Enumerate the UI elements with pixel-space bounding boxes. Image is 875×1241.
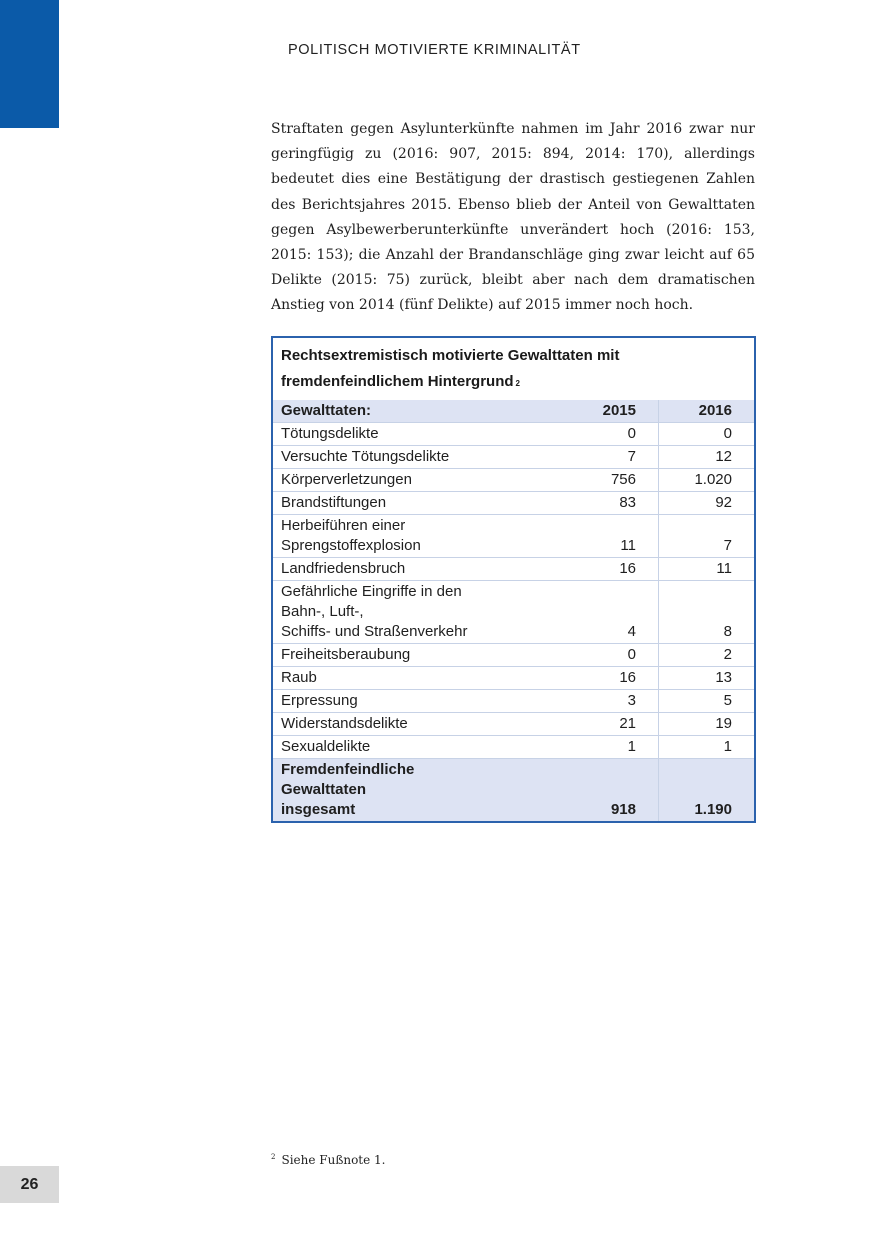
row-value-2015: 1 xyxy=(508,736,659,759)
page-number: 26 xyxy=(0,1166,59,1203)
table-row xyxy=(273,469,754,492)
running-header: POLITISCH MOTIVIERTE KRIMINALITÄT xyxy=(288,42,581,58)
statistics-table-box xyxy=(271,336,756,823)
total-value-2015: 918 xyxy=(508,759,659,822)
table-title xyxy=(273,338,754,400)
row-label-line-2: Schiffs- und Straßenverkehr xyxy=(281,623,468,640)
row-label: Herbeiführen einer Sprengstoffexplosion xyxy=(273,515,508,558)
row-value-2016: 2 xyxy=(659,644,755,667)
row-label-line-1: Gefährliche Eingriffe in den Bahn-, Luft-, xyxy=(281,583,462,620)
table-title-line-2-text: fremdenfeindlichem Hintergrund xyxy=(281,373,514,390)
row-value-2015: 7 xyxy=(508,446,659,469)
row-value-2016: 0 xyxy=(659,423,755,446)
section-color-tab xyxy=(0,0,59,128)
row-label xyxy=(273,581,508,644)
row-value-2015: 16 xyxy=(508,667,659,690)
footnote-text: Siehe Fußnote 1. xyxy=(281,1153,386,1167)
row-value-2016: 1 xyxy=(659,736,755,759)
header-year-2016: 2016 xyxy=(659,400,755,423)
table-title-line-1: Rechtsextremistisch motivierte Gewalttaten mit xyxy=(281,347,620,364)
table-header-row xyxy=(273,400,754,423)
row-value-2016: 7 xyxy=(659,515,755,558)
table-row xyxy=(273,581,754,644)
row-value-2016: 11 xyxy=(659,558,755,581)
row-value-2016: 8 xyxy=(659,581,755,644)
header-year-2015: 2015 xyxy=(508,400,659,423)
table-row xyxy=(273,667,754,690)
row-value-2015: 3 xyxy=(508,690,659,713)
row-label: Versuchte Tötungsdelikte xyxy=(273,446,508,469)
total-label xyxy=(273,759,508,822)
row-value-2016: 13 xyxy=(659,667,755,690)
row-label: Körperverletzungen xyxy=(273,469,508,492)
row-label: Landfriedensbruch xyxy=(273,558,508,581)
table-row xyxy=(273,644,754,667)
row-value-2015: 83 xyxy=(508,492,659,515)
row-value-2015: 21 xyxy=(508,713,659,736)
row-value-2016: 92 xyxy=(659,492,755,515)
row-value-2015: 11 xyxy=(508,515,659,558)
table-row xyxy=(273,690,754,713)
table-title-footnote-ref: 2 xyxy=(515,379,520,388)
table-row xyxy=(273,492,754,515)
row-value-2015: 756 xyxy=(508,469,659,492)
total-label-line-1: Fremdenfeindliche Gewalttaten xyxy=(281,761,415,798)
row-label: Tötungsdelikte xyxy=(273,423,508,446)
total-label-line-2: insgesamt xyxy=(281,801,356,818)
body-paragraph: Straftaten gegen Asylunterkünfte nahmen im Jahr 2016 zwar nur geringfügig zu (2016: 907, 2015: 894, 2014: 170), allerdings bedeutet dies eine Bestätigung der drastisch gestiegenen Zahlen des Berichtsjahres 2015. Ebenso blieb der Anteil von Gewalttaten gegen Asylbewerberunterkünfte unverändert hoch (2016: 153, 2015: 153); die Anzahl der Brandanschläge ging zwar leicht auf 65 Delikte (2015: 75) zurück, bleibt aber nach dem dramatischen Anstieg von 2014 (fünf Delikte) auf 2015 immer noch hoch. xyxy=(271,121,755,314)
row-value-2016: 19 xyxy=(659,713,755,736)
total-value-2016: 1.190 xyxy=(659,759,755,822)
violence-statistics-table xyxy=(273,400,754,821)
table-row xyxy=(273,423,754,446)
row-label: Erpressung xyxy=(273,690,508,713)
row-value-2015: 4 xyxy=(508,581,659,644)
row-label: Sexualdelikte xyxy=(273,736,508,759)
table-row xyxy=(273,515,754,558)
footnote-marker: 2 xyxy=(271,1153,276,1161)
row-label: Widerstandsdelikte xyxy=(273,713,508,736)
row-label: Brandstiftungen xyxy=(273,492,508,515)
table-total-row xyxy=(273,759,754,822)
row-label: Freiheitsberaubung xyxy=(273,644,508,667)
row-value-2016: 5 xyxy=(659,690,755,713)
table-row xyxy=(273,736,754,759)
footnote xyxy=(271,1153,385,1167)
row-value-2015: 0 xyxy=(508,644,659,667)
table-title-line-2 xyxy=(281,369,746,395)
header-label: Gewalttaten: xyxy=(273,400,508,423)
table-row xyxy=(273,713,754,736)
table-row xyxy=(273,558,754,581)
row-label: Raub xyxy=(273,667,508,690)
row-value-2015: 16 xyxy=(508,558,659,581)
row-value-2016: 1.020 xyxy=(659,469,755,492)
table-row xyxy=(273,446,754,469)
row-value-2016: 12 xyxy=(659,446,755,469)
row-value-2015: 0 xyxy=(508,423,659,446)
